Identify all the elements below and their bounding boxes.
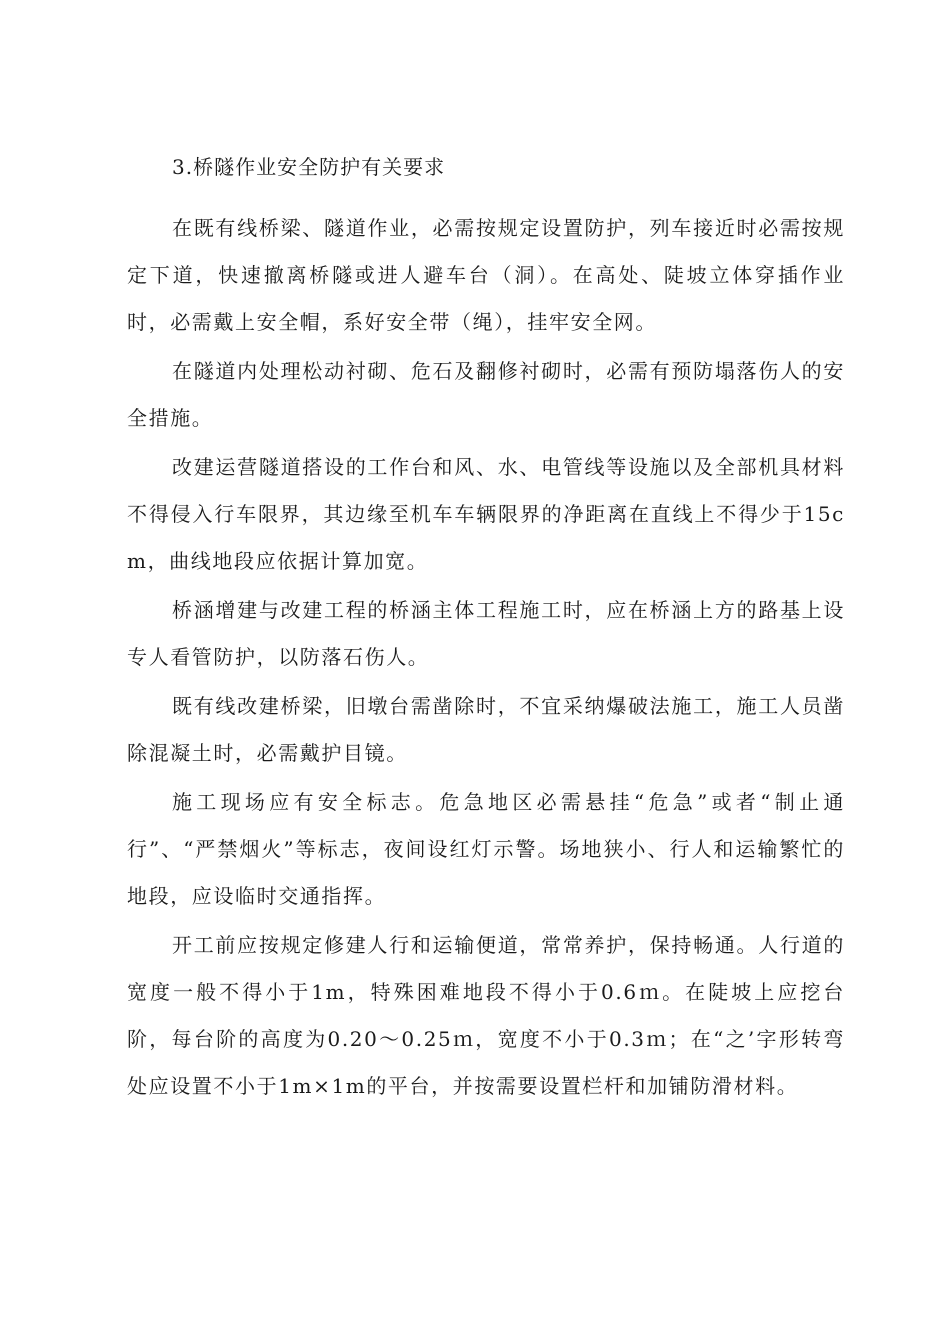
paragraph-safety-signs: 施工现场应有安全标志。危急地区必需悬挂“危急”或者“制止通行”、“严禁烟火”等标志，夜间设红灯示警。场地狭小、行人和运输繁忙的地段，应设临时交通指挥。 bbox=[127, 790, 845, 908]
document-body bbox=[127, 155, 845, 1112]
section-heading: 3.桥隧作业安全防护有关要求 bbox=[172, 155, 446, 179]
paragraph-culvert-guarding: 桥涵增建与改建工程的桥涵主体工程施工时，应在桥涵上方的路基上设专人看管防护，以防落石伤人。 bbox=[127, 598, 845, 669]
paragraph-bridge-tunnel-protection: 在既有线桥梁、隧道作业，必需按规定设置防护，列车接近时必需按规定下道，快速撤离桥隧或进人避车台（洞）。在高处、陡坡立体穿插作业时，必需戴上安全帽，系好安全带（绳），挂牢安全网。 bbox=[127, 216, 845, 334]
paragraph-access-roads: 开工前应按规定修建人行和运输便道，常常养护，保持畅通。人行道的宽度一般不得小于1m，特殊困难地段不得小于0.6ｍ。在陡坡上应挖台阶，每台阶的高度为0.20～0.25ｍ，宽度不小于0.3ｍ；在“之’字形转弯处应设置不小于1m×1m的平台，并按需要设置栏杆和加铺防滑材料。 bbox=[127, 933, 845, 1098]
paragraph-pier-demolition: 既有线改建桥梁，旧墩台需凿除时，不宜采纳爆破法施工，施工人员凿除混凝土时，必需戴护目镜。 bbox=[127, 694, 845, 765]
paragraph-clearance-limits: 改建运营隧道搭设的工作台和风、水、电管线等设施以及全部机具材料不得侵入行车限界，其边缘至机车车辆限界的净距离在直线上不得少于15cm，曲线地段应依据计算加宽。 bbox=[127, 455, 845, 573]
paragraph-lining-safety: 在隧道内处理松动衬砌、危石及翻修衬砌时，必需有预防塌落伤人的安全措施。 bbox=[127, 359, 845, 430]
